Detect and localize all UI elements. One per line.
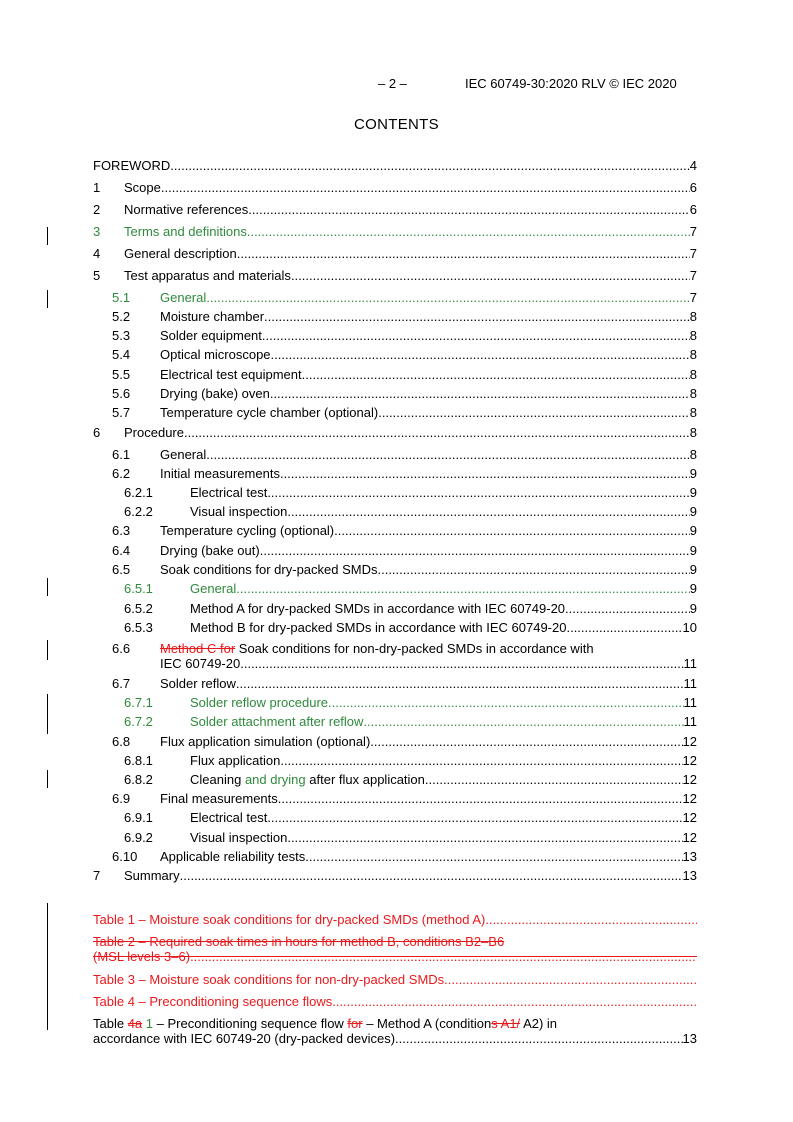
deleted-text: for [347,1016,363,1031]
toc-entry[interactable]: 7 Summary ..... 13 [0,867,793,885]
toc-entry[interactable]: 6.2 Initial measurements ..... 9 [0,465,793,483]
deleted-text: 4a [127,1016,143,1031]
toc-entry-inserted[interactable]: 6.7.2 Solder attachment after reflow ..... 11 [0,713,793,731]
toc-entry[interactable]: 6.10 Applicable reliability tests ..... 13 [0,848,793,866]
table-entry-deleted[interactable]: Table 1 – Moisture soak conditions for dry-packed SMDs (method A) ..... [0,911,793,929]
inserted-text: and drying [244,772,306,787]
toc-entry[interactable]: 1 Scope ..... 6 [0,179,793,197]
page-title: CONTENTS [354,116,439,133]
toc-entry-inserted[interactable]: 3 Terms and definitions ..... 7 [0,223,793,241]
toc-entry[interactable]: 6.5.2 Method A for dry-packed SMDs in accordance with IEC 60749-20 ..... 9 [0,600,793,618]
toc-entry[interactable]: 6.9 Final measurements ..... 12 [0,790,793,808]
toc-entry[interactable]: 6.9.1 Electrical test ..... 12 [0,809,793,827]
toc-entry[interactable]: 5.2 Moisture chamber ..... 8 [0,308,793,326]
toc-entry[interactable]: 4 General description ..... 7 [0,245,793,263]
change-bar [47,640,48,660]
inserted-text: 1 [142,1016,154,1031]
toc-entry[interactable]: 6.2.1 Electrical test ..... 9 [0,484,793,502]
table-entry-deleted[interactable]: Table 3 – Moisture soak conditions for non-dry-packed SMDs ..... [0,971,793,989]
toc-entry[interactable]: 5.3 Solder equipment ..... 8 [0,327,793,345]
toc-entry[interactable]: 2 Normative references ..... 6 [0,201,793,219]
toc-entry[interactable]: 6.4 Drying (bake out) ..... 9 [0,542,793,560]
toc-entry[interactable]: 6.9.2 Visual inspection ..... 12 [0,829,793,847]
toc-entry[interactable]: 5.5 Electrical test equipment ..... 8 [0,366,793,384]
header-page-number: – 2 – [378,76,407,91]
table-entry-deleted[interactable]: Table 2 – Required soak times in hours for method B, conditions B2–B6 (MSL levels 3–6) ..... [93,934,697,964]
toc-entry[interactable]: 6.8 Flux application simulation (optional) ..... 12 [0,733,793,751]
toc-entry[interactable]: 6.5 Soak conditions for dry-packed SMDs ..... 9 [0,561,793,579]
toc-entry-inserted[interactable]: 6.7.1 Solder reflow procedure ..... 11 [0,694,793,712]
toc-entry-foreword[interactable]: FOREWORD ..... 4 [0,157,793,175]
deleted-text: Method C for [160,641,236,656]
toc-entry[interactable]: 6.2.2 Visual inspection ..... 9 [0,503,793,521]
table-entry-deleted[interactable]: Table 4 – Preconditioning sequence flows ..... [0,993,793,1011]
toc-entry[interactable]: 6 Procedure ..... 8 [0,424,793,442]
toc-entry[interactable]: 5.6 Drying (bake) oven ..... 8 [0,385,793,403]
toc-entry-inserted[interactable]: 5.1 General ..... 7 [0,289,793,307]
toc-entry[interactable]: 6.5.3 Method B for dry-packed SMDs in accordance with IEC 60749-20 ..... 10 [0,619,793,637]
toc-entry[interactable]: 5.7 Temperature cycle chamber (optional) ..... 8 [0,404,793,422]
toc-entry[interactable]: 5 Test apparatus and materials ..... 7 [0,267,793,285]
toc-entry[interactable]: 6.3 Temperature cycling (optional) ..... 9 [0,522,793,540]
table-entry[interactable]: Table 4a 1 – Preconditioning sequence flow for – Method A (conditions A1/ A2) in accordance with IEC 60749-20 (dry-packed devices) ..... 13 [93,1016,697,1046]
deleted-text: s A1/ [491,1016,521,1031]
header-document-id: IEC 60749-30:2020 RLV © IEC 2020 [465,76,677,91]
toc-entry[interactable]: 6.8.1 Flux application ..... 12 [0,752,793,770]
toc-entry[interactable]: 6.7 Solder reflow ..... 11 [0,675,793,693]
toc-entry-inserted[interactable]: 6.5.1 General ..... 9 [0,580,793,598]
toc-entry[interactable]: 6.1 General ..... 8 [0,446,793,464]
toc-entry[interactable]: 6.8.2 Cleaning and drying after flux application ..... 12 [0,771,793,789]
toc-entry[interactable]: 5.4 Optical microscope ..... 8 [0,346,793,364]
